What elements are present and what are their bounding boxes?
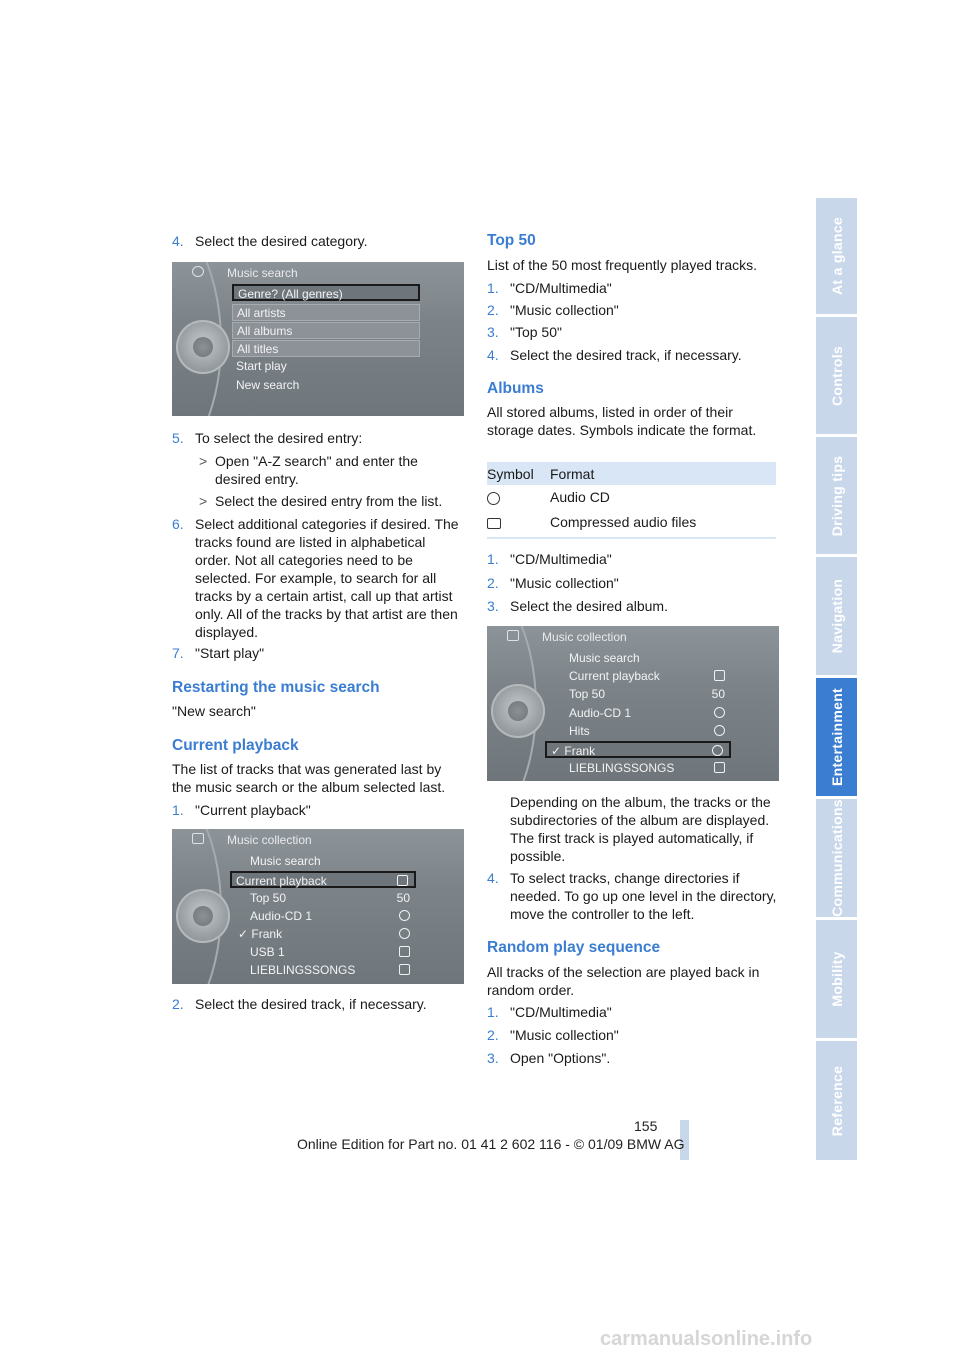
menu-item	[246, 890, 416, 907]
step-number: 6.	[172, 516, 184, 532]
menu-item: All titles	[232, 340, 420, 357]
count-label: 50	[396, 891, 410, 905]
section-heading: Restarting the music search	[172, 679, 380, 696]
step-number: 5.	[172, 430, 184, 446]
menu-item: Music search	[250, 854, 321, 868]
column-header: Symbol	[487, 466, 534, 482]
menu-item: Start play	[236, 359, 287, 373]
step-text: "CD/Multimedia"	[510, 280, 612, 296]
menu-item-selected	[545, 741, 731, 758]
step-text: "Start play"	[195, 645, 265, 661]
step-text: Select the desired track, if necessary.	[195, 996, 427, 1012]
step-number: 2.	[487, 302, 499, 318]
menu-item	[246, 908, 416, 925]
menu-item	[246, 944, 416, 961]
menu-item	[565, 705, 731, 722]
step-text: "CD/Multimedia"	[510, 1004, 612, 1020]
step-number: 3.	[487, 324, 499, 340]
step-text: Select additional categories if desired. The tracks found are listed in alphabetical order. Not all categories need to be selected. For example, to search for all tracks by a certain artist, call up that artist only. All of the tracks by that artist are then displayed.	[195, 516, 459, 640]
step-number: 7.	[172, 645, 184, 661]
table-row	[487, 510, 776, 534]
step-text: "CD/Multimedia"	[510, 551, 612, 567]
paragraph: "New search"	[172, 703, 256, 719]
screen-title: Music collection	[542, 630, 627, 644]
step-number: 3.	[487, 598, 499, 614]
folder-icon	[714, 762, 725, 773]
screen-title: Music collection	[227, 833, 312, 847]
menu-item: All artists	[232, 304, 420, 321]
tab-label: Reference	[828, 1065, 845, 1136]
tab-communications[interactable]	[816, 799, 857, 917]
menu-item-label: Audio-CD 1	[569, 706, 632, 720]
section-heading: Albums	[487, 380, 544, 397]
tab-driving-tips[interactable]	[816, 437, 857, 554]
step-number: 1.	[172, 802, 184, 818]
menu-item-label: USB 1	[250, 945, 285, 959]
step-number: 4.	[487, 347, 499, 363]
paragraph: The list of tracks that was generated last by the music search or the album selected last.	[172, 761, 446, 795]
paragraph: Depending on the album, the tracks or the subdirectories of the album are displayed. The first track is played automatically, if possible.	[510, 794, 771, 864]
cd-icon	[712, 745, 723, 756]
folder-icon	[399, 964, 410, 975]
menu-item-label: Top 50	[250, 891, 287, 905]
tab-controls[interactable]	[816, 317, 857, 434]
step-number: 3.	[487, 1050, 499, 1066]
step-text: Select the desired category.	[195, 233, 368, 249]
playback-icon	[397, 875, 408, 886]
tab-label: Entertainment	[828, 687, 845, 787]
cd-icon	[399, 910, 410, 921]
column-header: Format	[550, 466, 595, 482]
tab-label: At a glance	[828, 217, 845, 295]
menu-item: New search	[236, 378, 300, 392]
tab-mobility[interactable]	[816, 920, 857, 1038]
cd-icon	[714, 707, 725, 718]
menu-item	[246, 962, 416, 979]
menu-item-label: Hits	[569, 724, 590, 738]
section-heading: Random play sequence	[487, 939, 661, 956]
playback-icon	[714, 670, 725, 681]
menu-item	[565, 760, 731, 777]
tab-label: Driving tips	[828, 455, 845, 536]
tab-reference[interactable]	[816, 1041, 857, 1160]
step-text: "Top 50"	[510, 324, 562, 340]
table-row	[487, 485, 776, 509]
cd-icon	[399, 928, 410, 939]
menu-item: Music search	[569, 651, 640, 665]
tab-label: Navigation	[828, 578, 845, 654]
step-text: To select the desired entry:	[195, 430, 363, 446]
step-text: "Music collection"	[510, 302, 619, 318]
table-header	[487, 462, 776, 485]
step-text: To select tracks, change directories if needed. To go up one level in the directory, move the controller to the left.	[510, 870, 777, 922]
menu-item-label: Current playback	[569, 669, 660, 683]
table-cell: Audio CD	[550, 489, 610, 505]
step-text: "Current playback"	[195, 802, 311, 818]
paragraph: List of the 50 most frequently played tracks.	[487, 257, 758, 273]
menu-item	[565, 723, 731, 740]
tab-label: Mobility	[828, 951, 845, 1007]
check-icon: ✓	[551, 744, 562, 758]
watermark: carmanualsonline.info	[600, 1328, 813, 1350]
menu-item-label: LIEBLINGSSONGS	[569, 761, 675, 775]
folder-icon	[487, 518, 501, 529]
menu-item-selected	[230, 871, 416, 888]
music-collection-screenshot	[172, 829, 464, 984]
bullet-mark: >	[199, 493, 208, 509]
step-number: 1.	[487, 280, 499, 296]
section-heading: Current playback	[172, 737, 299, 754]
edition-note: Online Edition for Part no. 01 41 2 602 116 - © 01/09 BMW AG	[297, 1136, 685, 1152]
step-text: Open "Options".	[510, 1050, 611, 1066]
tab-entertainment[interactable]	[816, 678, 857, 796]
tab-at-a-glance[interactable]	[816, 198, 857, 314]
menu-item	[234, 926, 416, 943]
screen-title: Music search	[227, 266, 298, 280]
menu-item-label: Audio-CD 1	[250, 909, 313, 923]
bullet-text: Select the desired entry from the list.	[215, 493, 443, 509]
step-number: 4.	[487, 870, 499, 886]
controller-knob	[176, 889, 230, 943]
music-search-screenshot	[172, 262, 464, 416]
section-heading: Top 50	[487, 232, 536, 249]
step-number: 1.	[487, 1004, 499, 1020]
menu-item-label: Current playback	[236, 874, 327, 888]
cd-icon	[487, 492, 500, 505]
bullet-text: Open "A-Z search" and enter the desired entry.	[215, 453, 418, 487]
step-text: Select the desired album.	[510, 598, 668, 614]
step-number: 1.	[487, 551, 499, 567]
table-cell: Compressed audio files	[550, 514, 697, 530]
count-label: 50	[711, 687, 725, 701]
menu-item	[565, 686, 731, 703]
step-number: 2.	[172, 996, 184, 1012]
step-number: 2.	[487, 575, 499, 591]
bullet-mark: >	[199, 453, 208, 469]
menu-item	[565, 668, 731, 685]
tab-label: Communications	[828, 799, 845, 917]
menu-item-label: LIEBLINGSSONGS	[250, 963, 356, 977]
tab-navigation[interactable]	[816, 557, 857, 675]
menu-item: All albums	[232, 322, 420, 339]
menu-item-label: Frank	[564, 744, 596, 758]
paragraph: All stored albums, listed in order of their storage dates. Symbols indicate the format.	[487, 404, 757, 438]
folder-icon	[399, 946, 410, 957]
step-number: 4.	[172, 233, 184, 249]
tab-label: Controls	[828, 345, 845, 406]
check-icon: ✓	[238, 927, 249, 941]
music-collection-album-screenshot	[487, 626, 779, 781]
step-text: Select the desired track, if necessary.	[510, 347, 742, 363]
controller-knob	[176, 320, 230, 374]
paragraph: All tracks of the selection are played back in random order.	[487, 964, 760, 998]
step-text: "Music collection"	[510, 1027, 619, 1043]
cd-icon	[714, 725, 725, 736]
menu-item: Genre? (All genres)	[232, 284, 420, 301]
controller-knob	[491, 684, 545, 738]
menu-item-label: Top 50	[569, 687, 606, 701]
step-number: 2.	[487, 1027, 499, 1043]
menu-item-label: Frank	[251, 927, 283, 941]
page-number: 155	[634, 1118, 658, 1134]
step-text: "Music collection"	[510, 575, 619, 591]
